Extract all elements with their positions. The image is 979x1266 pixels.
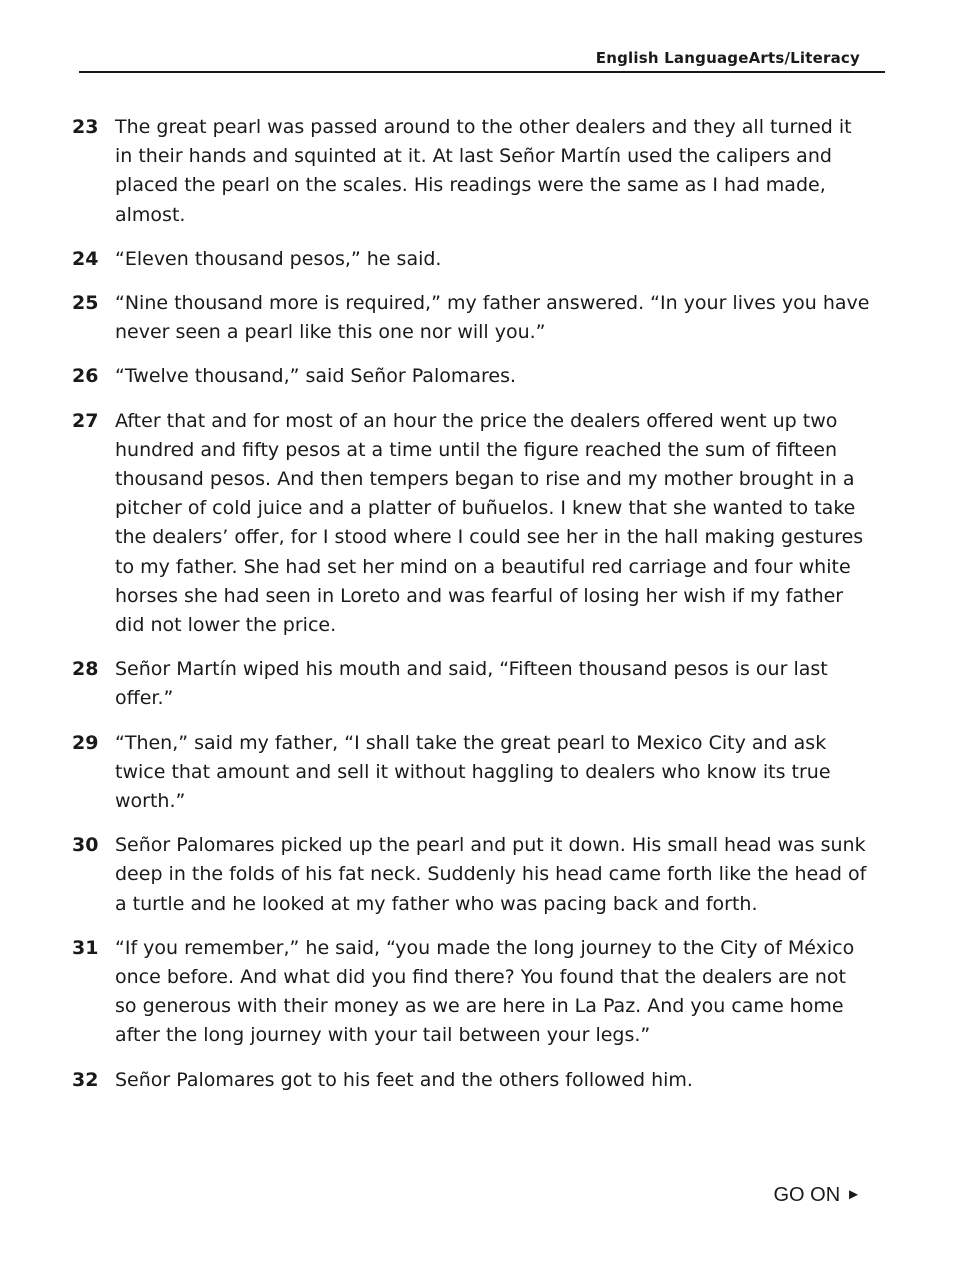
paragraph-number: 27 — [72, 409, 99, 432]
header-title: English LanguageArts/Literacy — [595, 49, 860, 67]
paragraph-27 — [72, 407, 872, 641]
paragraph-number: 28 — [72, 658, 99, 681]
paragraph-text: The great pearl was passed around to the other dealers and they all turned it in their hands and squinted at it. At last Señor Martín used the calipers and placed the pearl on the scales. His readings were the same as I had made, almost. — [115, 116, 852, 226]
paragraph-number: 31 — [72, 936, 99, 959]
paragraph-text: “If you remember,” he said, “you made the long journey to the City of México once before. And what did you find there? You found that the dealers are not so generous with their money as we are here in La Paz. And you came home after the long journey with your tail between your legs.” — [115, 936, 855, 1047]
paragraph-text: “Eleven thousand pesos,” he said. — [115, 247, 442, 270]
paragraph-number: 26 — [72, 365, 99, 388]
paragraph-25 — [72, 289, 872, 347]
paragraph-29 — [72, 729, 872, 817]
paragraph-30 — [72, 831, 872, 919]
go-on-label: GO ON — [773, 1184, 841, 1206]
paragraph-number: 32 — [72, 1068, 99, 1091]
header-divider — [79, 71, 885, 73]
paragraph-23 — [72, 113, 872, 230]
paragraph-text: “Nine thousand more is required,” my father answered. “In your lives you have never seen a pearl like this one nor will you.” — [115, 292, 870, 344]
paragraph-26 — [72, 362, 872, 391]
paragraph-text: Señor Martín wiped his mouth and said, “Fifteen thousand pesos is our last offer.” — [115, 658, 828, 710]
paragraph-text: “Then,” said my father, “I shall take the great pearl to Mexico City and ask twice that amount and sell it without haggling to dealers who know its true worth.” — [115, 731, 831, 813]
paragraph-text: Señor Palomares picked up the pearl and put it down. His small head was sunk deep in the folds of his fat neck. Suddenly his head came forth like the head of a turtle and he looked at my father who was pacing back and forth. — [115, 834, 867, 915]
paragraph-number: 24 — [72, 247, 99, 270]
paragraph-32 — [72, 1066, 872, 1095]
paragraph-text: After that and for most of an hour the price the dealers offered went up two hundred and fifty pesos at a time until the figure reached the sum of fifteen thousand pesos. And then tempers began to rise and my mother brought in a pitcher of cold juice and a platter of buñuelos. I knew that she wanted to take the dealers’ offer, for I stood where I could see her in the hall making gestures to my father. She had set her mind on a beautiful red carriage and four white horses she had seen in Loreto and was fearful of losing her wish if my father did not lower the price. — [115, 409, 864, 637]
passage — [72, 113, 872, 1110]
paragraph-number: 30 — [72, 834, 99, 857]
paragraph-24 — [72, 245, 872, 274]
paragraph-28 — [72, 655, 872, 713]
paragraph-number: 29 — [72, 731, 99, 754]
paragraph-text: Señor Palomares got to his feet and the others followed him. — [115, 1068, 693, 1091]
paragraph-number: 23 — [72, 116, 99, 138]
paragraph-31 — [72, 934, 872, 1051]
paragraph-text: “Twelve thousand,” said Señor Palomares. — [115, 365, 517, 388]
right-arrow-icon: ► — [846, 1186, 861, 1203]
go-on-indicator — [773, 1184, 861, 1207]
paragraph-number: 25 — [72, 292, 99, 315]
